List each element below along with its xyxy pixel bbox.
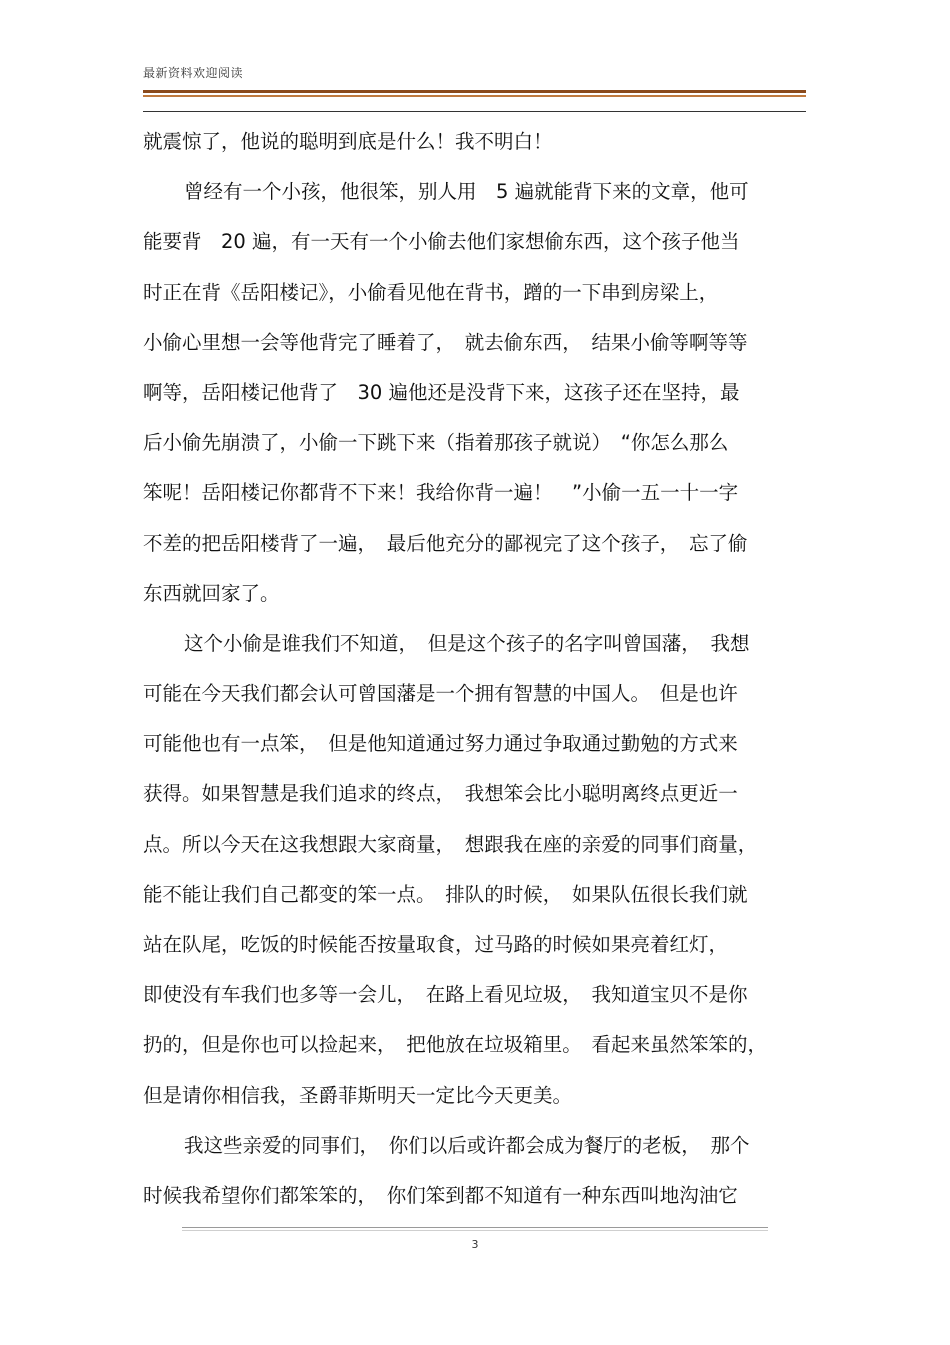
text-line: 啊等，岳阳楼记他背了 30 遍他还是没背下来，这孩子还在坚持，最 xyxy=(143,380,740,404)
text-line: 东西就回家了。 xyxy=(143,581,280,605)
text-line: 时正在背《岳阳楼记》，小偷看见他在背书，蹭的一下串到房梁上， xyxy=(143,280,719,304)
page-header-title: 最新资料欢迎阅读 xyxy=(143,66,244,80)
header-divider-accent xyxy=(143,95,806,97)
text-line: 我这些亲爱的同事们， 你们以后或许都会成为餐厅的老板， 那个 xyxy=(184,1133,750,1157)
page-number: 3 xyxy=(471,1238,479,1251)
document-body xyxy=(143,126,808,1230)
footer-divider xyxy=(182,1227,768,1231)
text-line: 不差的把岳阳楼背了一遍， 最后他充分的鄙视完了这个孩子， 忘了偷 xyxy=(143,531,748,555)
text-line: 小偷心里想一会等他背完了睡着了， 就去偷东西， 结果小偷等啊等等 xyxy=(143,330,748,354)
text-line: 即使没有车我们也多等一会儿， 在路上看见垃圾， 我知道宝贝不是你 xyxy=(143,983,748,1007)
text-line: 时候我希望你们都笨笨的， 你们笨到都不知道有一种东西叫地沟油它 xyxy=(143,1183,738,1207)
footer-divider-bottom xyxy=(182,1230,768,1231)
text-line: 可能在今天我们都会认可曾国藩是一个拥有智慧的中国人。 但是也许 xyxy=(143,682,738,706)
text-line: 曾经有一个小孩，他很笨，别人用 5 遍就能背下来的文章，他可 xyxy=(184,180,749,204)
text-line: 后小偷先崩溃了，小偷一下跳下来（指着那孩子就说） “你怎么那么 xyxy=(143,431,729,455)
text-line: 能不能让我们自己都变的笨一点。 排队的时候， 如果队伍很长我们就 xyxy=(143,882,748,906)
text-line: 就震惊了，他说的聪明到底是什么！我不明白！ xyxy=(143,130,553,153)
text-line: 能要背 20 遍，有一天有一个小偷去他们家想偷东西，这个孩子他当 xyxy=(143,230,740,254)
text-line: 但是请你相信我，圣爵菲斯明天一定比今天更美。 xyxy=(143,1083,573,1107)
header-divider-thin xyxy=(143,111,806,112)
text-line: 笨呢！岳阳楼记你都背不下来！我给你背一遍！ ”小偷一五一十一字 xyxy=(143,481,739,505)
text-line: 扔的，但是你也可以捡起来， 把他放在垃圾箱里。 看起来虽然笨笨的， xyxy=(143,1033,768,1057)
header-divider xyxy=(143,90,806,114)
text-line: 获得。如果智慧是我们追求的终点， 我想笨会比小聪明离终点更近一 xyxy=(143,782,738,806)
text-line: 可能他也有一点笨， 但是他知道通过努力通过争取通过勤勉的方式来 xyxy=(143,732,738,756)
header-divider-thick xyxy=(143,90,806,93)
text-line: 站在队尾，吃饭的时候能否按量取食，过马路的时候如果亮着红灯， xyxy=(143,933,729,956)
text-line: 点。所以今天在这我想跟大家商量， 想跟我在座的亲爱的同事们商量， xyxy=(143,832,758,856)
footer-divider-top xyxy=(182,1227,768,1228)
text-line: 这个小偷是谁我们不知道， 但是这个孩子的名字叫曾国藩， 我想 xyxy=(184,631,750,655)
